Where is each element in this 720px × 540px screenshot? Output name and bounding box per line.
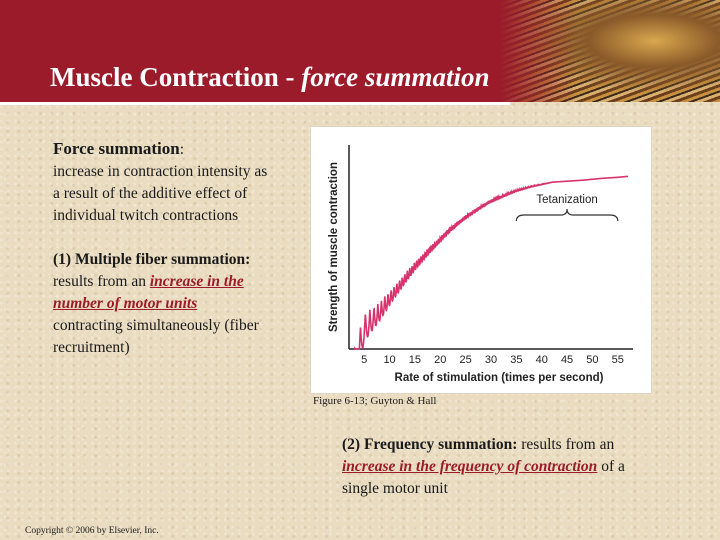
item2-text: results from an (517, 436, 615, 453)
force-summation-heading (53, 138, 268, 161)
x-tick-label: 40 (535, 354, 548, 366)
item2-highlight: increase in the frequency of contraction (342, 458, 598, 475)
figure-box (311, 127, 651, 393)
summation-chart (311, 127, 651, 393)
item2-rest: of a single motor unit (342, 458, 625, 497)
multiple-fiber-item (53, 249, 268, 359)
x-tick-label: 30 (484, 354, 498, 366)
title-plain: Muscle Contraction - (50, 62, 302, 92)
item1-highlight: increase in the number of motor units (53, 273, 244, 312)
x-tick-label: 50 (586, 354, 599, 366)
item1-bold: (1) Multiple fiber summation: (53, 251, 251, 268)
x-tick-label: 20 (434, 354, 447, 366)
spacer (53, 227, 268, 249)
item1-text: results from an (53, 273, 150, 290)
heading-colon: : (179, 141, 185, 158)
left-text-block (53, 138, 268, 359)
tetanization-label: Tetanization (536, 194, 598, 206)
tetanization-brace (516, 209, 617, 221)
frequency-text-block (342, 434, 662, 500)
slide-title (50, 62, 489, 93)
x-axis-label: Rate of stimulation (times per second) (394, 372, 604, 384)
title-italic: force summation (301, 62, 490, 92)
y-axis-label: Strength of muscle contraction (328, 162, 340, 332)
heading-text: Force summation (53, 139, 180, 158)
x-tick-label: 15 (408, 354, 422, 366)
frequency-summation-item (342, 434, 662, 500)
definition-text: increase in contraction intensity as a result of the additive effect of individual twitch contractions (53, 163, 268, 224)
x-tick-label: 25 (459, 354, 472, 366)
x-tick-label: 35 (510, 354, 523, 366)
item2-bold: (2) Frequency summation: (342, 436, 518, 453)
x-tick-label: 10 (383, 354, 396, 366)
banner-decorative-art (500, 0, 720, 102)
x-tick-label: 55 (611, 354, 624, 366)
item1-rest: contracting simultaneously (fiber recruitment) (53, 317, 259, 356)
copyright-notice: Copyright © 2006 by Elsevier, Inc. (25, 526, 159, 536)
figure-caption: Figure 6-13; Guyton & Hall (313, 395, 437, 407)
title-underline-bar (0, 102, 510, 105)
x-tick-label: 45 (560, 354, 574, 366)
x-tick-label: 5 (361, 354, 368, 366)
